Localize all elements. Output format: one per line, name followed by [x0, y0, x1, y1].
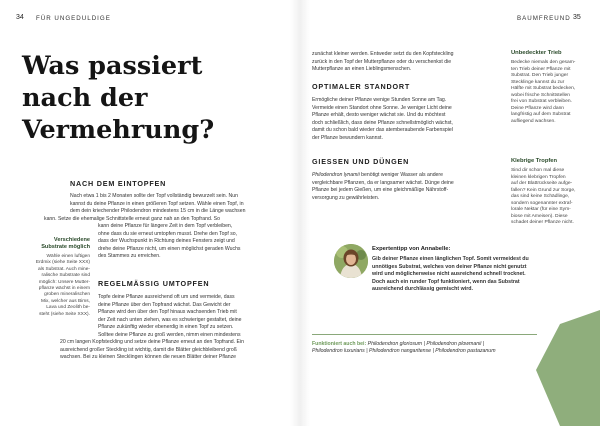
- related-species: Philodendron luxurians | Philodendron nangaritense | Philodendron pastazanum: [312, 348, 496, 355]
- text-line: dass der Wuchspunkt in Richtung deines Fensters zeigt und: [98, 238, 235, 244]
- right-page-number: 35: [573, 14, 581, 21]
- right-running-head: BAUMFREUND: [517, 15, 571, 22]
- sidebar-text-line: das sind keine Schädlinge,: [511, 194, 570, 199]
- text-line: versorgung zu gewährleisten.: [312, 194, 380, 201]
- left-running-head: FÜR UNGEDULDIGE: [36, 15, 111, 22]
- text-line: zurück in den Topf der Mutterpflanze oder du verschenkst die: [312, 58, 452, 65]
- page-gutter: [290, 0, 310, 426]
- sidebar-text-line: lorale Nektar (für eine Sym-: [511, 207, 571, 212]
- sidebar-text-line: als Substrat. Auch mine-: [38, 266, 90, 272]
- intro-continued: [312, 51, 487, 74]
- text-line: wachsen. Bei zu kleinen Stecklingen können die neuen Blätter deiner Pflanze: [60, 354, 237, 360]
- sidebar-text-line: Sind dir schon mal diese: [511, 168, 565, 173]
- section-body-giessen: [312, 172, 487, 202]
- sidebar-text-line: kleinen klebrigen Tropfen: [511, 174, 566, 180]
- section-body-standort: [312, 97, 487, 142]
- text-line: Pflanze bei jedem Gießen, um eine gleichmäßige Nährstoff-: [312, 187, 449, 193]
- related-plants: [312, 341, 552, 356]
- sidebar-heading-line: Substrate möglich: [41, 244, 90, 250]
- text-line: [312, 172, 487, 180]
- sidebar-heading: Klebrige Tropfen: [511, 158, 558, 164]
- sidebar-text-line: Hälfte mit Substrat bedecken,: [511, 86, 576, 91]
- text-line: Nach etwa 1 bis 2 Monaten sollte der Topf vollständig bewurzelt sein. Nun: [70, 193, 238, 199]
- sidebar-text-line: möglich: Unsere Mutter-: [38, 279, 90, 285]
- text-line: Pflanze zukünftig wieder ebenerdig in einen Topf zu setzen.: [98, 324, 234, 330]
- sidebar-text-line: sondern sogenannter extraf-: [511, 200, 573, 206]
- text-line: damit du schon bald wieder das atemberaubende Farbenspiel: [312, 127, 453, 133]
- sidebar-unbedeckter-trieb: [511, 50, 591, 125]
- left-page-number: 34: [16, 14, 24, 21]
- sidebar-text-line: schadet deiner Pflanze nicht.: [511, 220, 574, 225]
- sidebar-heading-line: Verschiedene: [53, 237, 90, 243]
- sidebar-heading: Unbedeckter Trieb: [511, 50, 562, 56]
- text-line: Solltee deine Pflanze zu groß werden, nimm einen mindestens: [98, 331, 241, 338]
- sidebar-text-line: Wähle einen luftigen: [46, 254, 90, 259]
- text-line: kannst du deine Pflanze in einen größeren Topf setzen. Wähle einen Topf, in: [70, 200, 244, 207]
- divider: [312, 334, 537, 335]
- sidebar-text-line: Deine Pflanze wird dann: [511, 105, 565, 111]
- text-line: kann. Setze die ehemalige Schnittstelle erneut ganz nah an den Topfrand. So: [44, 215, 220, 222]
- text-line: Vermeide einen Standort ohne Sonne. Je weniger Licht deine: [312, 104, 452, 111]
- tip-line: unnötiges Substrat, welches von deiner Pflanze nicht genutzt: [372, 263, 527, 270]
- text-line: kann deine Pflanze für längere Zeit in dem Topf verbleiben,: [98, 223, 233, 229]
- text-line: ohne dass du sie erneut umtopfen musst. Drehe den Topf so,: [98, 230, 238, 237]
- sidebar-text-line: Lava und Zeolith be-: [46, 305, 90, 311]
- sidebar-text-line: Bedecke niemals den gesam-: [511, 60, 576, 65]
- tip-line: wird und möglicherweise nicht ausreichend schnell trocknet.: [372, 271, 526, 277]
- sidebar-text-line: steht (siehe Seite XXX).: [39, 311, 90, 317]
- text-line: ausreichend großer Steckling ist wichtig, damit die Blätter gleichbleibend groß: [60, 346, 237, 353]
- plant-name: Philodendron lynamii: [312, 172, 360, 178]
- text-line: Topfe deine Pflanze ausreichend oft um und vermeide, dass: [98, 294, 235, 300]
- text-line: deine Pflanze über den Topfrand wächst. Das Gewicht der: [98, 301, 231, 308]
- sidebar-text-line: pflanze wächst in einem: [38, 286, 90, 292]
- sidebar-text-line: langfristig auf dem Substrat: [511, 112, 571, 117]
- section-heading-eintopfen: NACH DEM EINTOPFEN: [70, 179, 167, 188]
- text-line: vergleichbare Pflanzen, da er langsamer wächst. Dünge deine: [312, 179, 454, 186]
- section-heading-giessen: GIESSEN UND DÜNGEN: [312, 157, 410, 166]
- section-heading-umtopfen: REGELMÄSSIG UMTOPFEN: [98, 279, 210, 288]
- text-line: zunächst kleiner werden. Entweder setzt du den Kopfsteckling: [312, 51, 454, 57]
- text-line: Ermögliche deiner Pflanze wenige Stunden Sonne am Tag.: [312, 97, 447, 103]
- text-fragment: benötigt weniger Wasser als andere: [359, 172, 443, 178]
- sidebar-substrate: [18, 237, 90, 318]
- section-heading-standort: OPTIMALER STANDORT: [312, 82, 411, 91]
- sidebar-text-line: Substrat. Den Trieb junger: [511, 73, 569, 78]
- sidebar-text-line: wobei frische Schnittstellen: [511, 92, 570, 98]
- avatar: [334, 244, 368, 278]
- tip-line: Doch auch ein runder Topf funktioniert, wenn das Substrat: [372, 278, 520, 285]
- text-line: Pflanze erhält, desto weniger wächst sie. Und du möchtest: [312, 112, 446, 118]
- related-line: [312, 341, 552, 348]
- text-line: drehe deine Pflanze nicht, um einen möglichst geraden Wuchs: [98, 245, 241, 252]
- sidebar-klebrige-tropfen: [511, 158, 591, 227]
- sidebar-text-line: ten Trieb deiner Pflanze mit: [511, 66, 571, 72]
- sidebar-text-line: ralische Substrate sind: [41, 273, 90, 279]
- tip-line: Gib deiner Pflanze einen länglichen Topf. Somit vermeidest du: [372, 256, 529, 262]
- text-line: des Stammes zu erreichen.: [98, 253, 161, 259]
- sidebar-text-line: frei von Substrat verbleiben.: [511, 99, 572, 104]
- sidebar-text-line: auf der Blattrückseite aufge-: [511, 181, 573, 186]
- text-line: der Zeit nach unten ziehen, was es schwieriger gestaltet, deine: [98, 316, 242, 323]
- tip-heading: Expertentipp von Annabelle:: [372, 246, 451, 252]
- related-line: [312, 348, 552, 355]
- tip-line: ausreichend durchlässig gemischt wird.: [372, 286, 473, 292]
- decorative-corner-shape: [520, 310, 600, 426]
- expert-portrait-icon: [334, 244, 368, 278]
- sidebar-text-line: groben mineralischen: [44, 292, 90, 298]
- text-line: dem dein kriechender Philodendron mindestens 15 cm in die Länge wachsen: [70, 208, 246, 214]
- text-line: Mutterpflanze an einen Lieblingsmenschen.: [312, 66, 412, 72]
- text-line: Pflanze wird den über den Topf hinaus wachsenden Trieb mit: [98, 309, 237, 315]
- section-body-umtopfen-wide: [60, 339, 280, 362]
- sidebar-text-line: aufliegend wachsen.: [511, 118, 556, 124]
- sidebar-text-line: fallen? Kein Grund zur Sorge,: [511, 187, 576, 193]
- sidebar-text-line: Erdmix (siehe Seite XXX): [35, 260, 90, 266]
- sidebar-text-line: Mix, welcher aus Bims,: [40, 298, 90, 304]
- related-species: Philodendron gloriosum | Philodendron plowmanii |: [367, 341, 485, 347]
- tip-body: [372, 256, 600, 294]
- sidebar-text-line: biose mit Ameisen). Diese: [511, 213, 568, 219]
- sidebar-text-line: Stecklinge kannst du zur: [511, 79, 565, 85]
- section-body-umtopfen: [98, 294, 280, 339]
- text-line: 20 cm langen Kopfsteckling und setze deine Pflanze erneut an den Topfrand. Ein: [60, 339, 244, 345]
- text-line: doch schließlich, dass deine Pflanze schnellstmöglich wächst,: [312, 119, 453, 126]
- text-line: der Pflanze bewundern kannst.: [312, 134, 383, 141]
- related-label: Funktioniert auch bei:: [312, 341, 368, 347]
- page-title: Was passiert nach der Vermehrung?: [22, 51, 215, 145]
